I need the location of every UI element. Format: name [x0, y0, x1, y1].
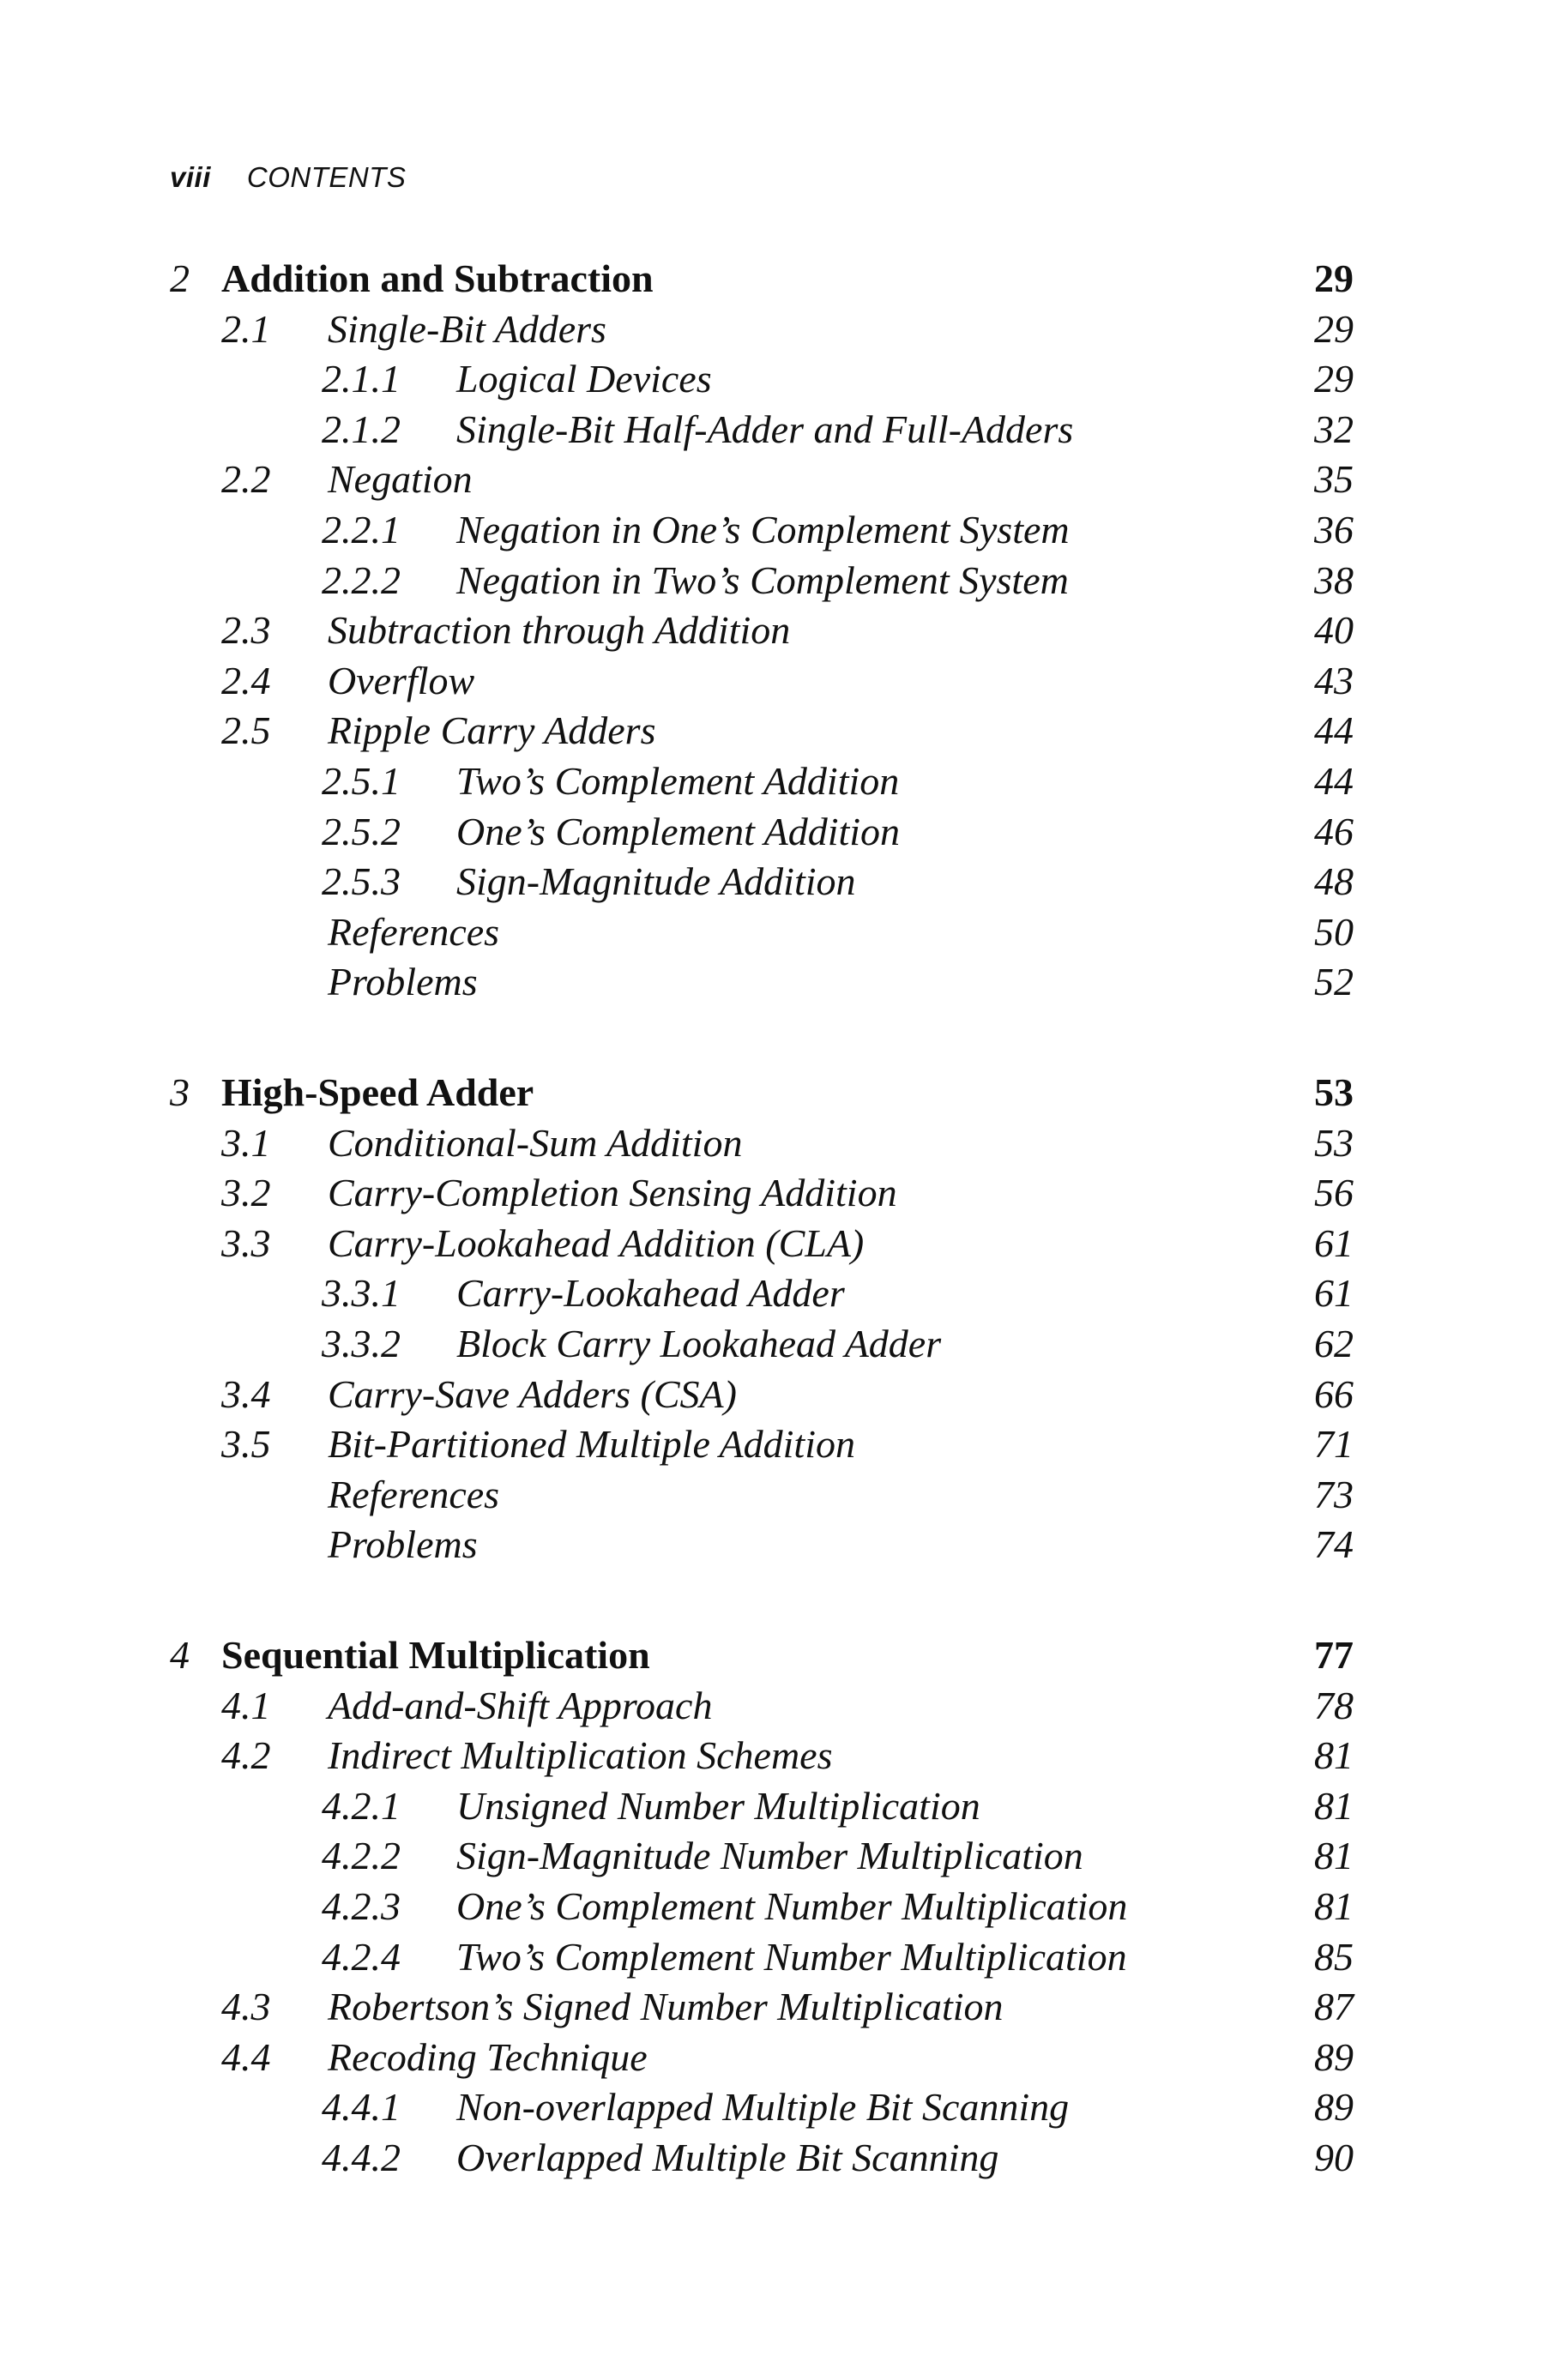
- toc-entry-title: One’s Complement Number Multiplication: [456, 1884, 1128, 1928]
- toc-entry: [0, 1882, 1544, 1931]
- toc-entry-title: Unsigned Number Multiplication: [456, 1784, 980, 1828]
- toc-entry: [0, 1470, 1544, 1520]
- toc-entry-number: 2.2: [221, 457, 271, 501]
- toc-entry: [0, 1219, 1544, 1268]
- toc-entry-number: 4.2.2: [322, 1834, 401, 1877]
- toc-entry-page: 90: [1314, 2136, 1354, 2179]
- toc-entry-number: 4.4.1: [322, 2085, 401, 2129]
- toc-entry-page: 89: [1314, 2035, 1354, 2079]
- toc-entry-page: 74: [1314, 1522, 1354, 1566]
- toc-entry-number: 4.4.2: [322, 2136, 401, 2179]
- toc-entry-page: 81: [1314, 1884, 1354, 1928]
- toc-entry: [0, 606, 1544, 655]
- toc-entry: [0, 957, 1544, 1007]
- toc-entry-page: 29: [1314, 256, 1354, 300]
- toc-entry-title: Bit-Partitioned Multiple Addition: [328, 1422, 855, 1466]
- toc-entry-title: Subtraction through Addition: [328, 608, 791, 652]
- toc-entry-number: 3: [170, 1070, 190, 1114]
- toc-entry: [0, 1831, 1544, 1881]
- toc-entry-title: Carry-Lookahead Adder: [456, 1271, 845, 1315]
- toc-entry: [0, 706, 1544, 756]
- toc-entry: [0, 2082, 1544, 2132]
- toc-entry: [0, 756, 1544, 806]
- toc-entry-title: Conditional-Sum Addition: [328, 1121, 743, 1165]
- toc-entry: [0, 1370, 1544, 1419]
- toc-entry-page: 62: [1314, 1322, 1354, 1365]
- toc-entry-page: 77: [1314, 1633, 1354, 1677]
- toc-entry-title: Sign-Magnitude Addition: [456, 859, 856, 903]
- toc-entry-number: 2.5.1: [322, 759, 401, 803]
- toc-entry: [0, 1168, 1544, 1218]
- toc-entry-number: 4.2: [221, 1733, 271, 1777]
- toc-entry-title: References: [328, 1473, 500, 1516]
- toc-entry: [0, 354, 1544, 404]
- toc-entry-title: One’s Complement Addition: [456, 810, 901, 853]
- toc-entry-number: 2.5: [221, 708, 271, 752]
- toc-entry-page: 43: [1314, 659, 1354, 702]
- toc-entry: [0, 807, 1544, 857]
- toc-entry-title: Add-and-Shift Approach: [328, 1684, 713, 1727]
- toc-entry-title: Overflow: [328, 659, 475, 702]
- toc-chapter-entry: [0, 1068, 1544, 1118]
- toc-entry: [0, 556, 1544, 606]
- toc-entry: [0, 1681, 1544, 1731]
- toc-entry-page: 53: [1314, 1070, 1354, 1114]
- toc-entry-page: 89: [1314, 2085, 1354, 2129]
- toc-entry: [0, 455, 1544, 504]
- toc-entry-page: 44: [1314, 708, 1354, 752]
- toc-entry-title: Robertson’s Signed Number Multiplication: [328, 1985, 1004, 2028]
- toc-entry-page: 44: [1314, 759, 1354, 803]
- toc-entry-number: 4.2.1: [322, 1784, 401, 1828]
- toc-entry-page: 81: [1314, 1733, 1354, 1777]
- toc-entry-title: Ripple Carry Adders: [328, 708, 656, 752]
- toc-entry-number: 2.1: [221, 307, 271, 351]
- header-page-number: viii: [170, 161, 211, 193]
- toc-entry: [0, 1319, 1544, 1369]
- toc-entry-title: Carry-Lookahead Addition (CLA): [328, 1221, 865, 1265]
- toc-entry-page: 46: [1314, 810, 1354, 853]
- toc-entry-title: Carry-Completion Sensing Addition: [328, 1171, 897, 1214]
- toc-entry-page: 52: [1314, 960, 1354, 1003]
- toc-entry-page: 35: [1314, 457, 1354, 501]
- toc-entry-title: Non-overlapped Multiple Bit Scanning: [456, 2085, 1070, 2129]
- toc-entry-page: 61: [1314, 1271, 1354, 1315]
- toc-entry-title: Indirect Multiplication Schemes: [328, 1733, 833, 1777]
- toc-entry-number: 2.5.2: [322, 810, 401, 853]
- header-running-title: CONTENTS: [246, 161, 407, 193]
- toc-entry-number: 2.1.2: [322, 407, 401, 451]
- toc-entry: [0, 1982, 1544, 2032]
- toc-entry-title: Recoding Technique: [328, 2035, 648, 2079]
- toc-entry-title: Problems: [328, 1522, 478, 1566]
- toc-entry: [0, 1268, 1544, 1318]
- toc-entry-number: 2.4: [221, 659, 271, 702]
- toc-entry-title: Block Carry Lookahead Adder: [456, 1322, 942, 1365]
- toc-entry-title: Negation in One’s Complement System: [456, 508, 1070, 551]
- toc-entry-page: 29: [1314, 357, 1354, 401]
- toc-entry-page: 48: [1314, 859, 1354, 903]
- toc-entry-title: Single-Bit Adders: [328, 307, 606, 351]
- toc-entry: [0, 907, 1544, 957]
- toc-entry-title: Single-Bit Half-Adder and Full-Adders: [456, 407, 1074, 451]
- toc-entry-number: 4.2.3: [322, 1884, 401, 1928]
- toc-entry-number: 3.5: [221, 1422, 271, 1466]
- toc-entry-number: 4.4: [221, 2035, 271, 2079]
- toc-entry-number: 3.3: [221, 1221, 271, 1265]
- toc-entry-number: 4: [170, 1633, 190, 1677]
- toc-entry: [0, 1781, 1544, 1831]
- toc-entry-title: Negation in Two’s Complement System: [456, 558, 1069, 602]
- toc-entry-number: 3.2: [221, 1171, 271, 1214]
- toc-entry-number: 2: [170, 256, 190, 300]
- toc-entry-number: 4.3: [221, 1985, 271, 2028]
- toc-entry: [0, 857, 1544, 907]
- toc-entry-title: Two’s Complement Addition: [456, 759, 900, 803]
- toc-entry-number: 3.3.1: [322, 1271, 401, 1315]
- toc-entry-title: Addition and Subtraction: [221, 256, 654, 300]
- toc-entry-title: Two’s Complement Number Multiplication: [456, 1935, 1127, 1979]
- toc-entry: [0, 1419, 1544, 1469]
- toc-entry-page: 85: [1314, 1935, 1354, 1979]
- toc-entry-number: 2.2.2: [322, 558, 401, 602]
- toc-entry-title: Carry-Save Adders (CSA): [328, 1372, 737, 1416]
- toc-entry-title: Overlapped Multiple Bit Scanning: [456, 2136, 999, 2179]
- toc-entry-number: 2.1.1: [322, 357, 401, 401]
- toc-entry-title: Sequential Multiplication: [221, 1633, 650, 1677]
- toc-entry-number: 3.4: [221, 1372, 271, 1416]
- toc-entry-title: Problems: [328, 960, 478, 1003]
- toc-entry-title: Negation: [328, 457, 473, 501]
- toc-entry: [0, 1520, 1544, 1570]
- toc-chapter-entry: [0, 1630, 1544, 1680]
- toc-entry: [0, 656, 1544, 706]
- toc-entry-page: 32: [1314, 407, 1354, 451]
- toc-entry-number: 4.2.4: [322, 1935, 401, 1979]
- toc-entry-page: 53: [1314, 1121, 1354, 1165]
- toc-entry: [0, 2033, 1544, 2082]
- toc-entry-page: 29: [1314, 307, 1354, 351]
- toc-entry-page: 56: [1314, 1171, 1354, 1214]
- toc-entry-page: 38: [1314, 558, 1354, 602]
- toc-entry: [0, 405, 1544, 455]
- toc-entry-page: 40: [1314, 608, 1354, 652]
- toc-entry-page: 61: [1314, 1221, 1354, 1265]
- toc-entry: [0, 1932, 1544, 1982]
- toc-entry: [0, 505, 1544, 555]
- toc-entry-title: Sign-Magnitude Number Multiplication: [456, 1834, 1083, 1877]
- toc-entry-number: 3.1: [221, 1121, 271, 1165]
- toc-entry-page: 87: [1314, 1985, 1354, 2028]
- toc-entry: [0, 1118, 1544, 1168]
- toc-entry-number: 3.3.2: [322, 1322, 401, 1365]
- toc-entry-page: 81: [1314, 1784, 1354, 1828]
- toc-entry-page: 71: [1314, 1422, 1354, 1466]
- toc-entry-number: 4.1: [221, 1684, 271, 1727]
- toc-entry: [0, 1731, 1544, 1780]
- toc-entry: [0, 304, 1544, 354]
- toc-entry-page: 73: [1314, 1473, 1354, 1516]
- toc-entry-page: 81: [1314, 1834, 1354, 1877]
- toc-entry-page: 66: [1314, 1372, 1354, 1416]
- toc-entry-page: 50: [1314, 910, 1354, 954]
- toc-entry-title: Logical Devices: [456, 357, 712, 401]
- toc-chapter-entry: [0, 254, 1544, 304]
- toc-entry-title: High-Speed Adder: [221, 1070, 534, 1114]
- toc-entry-page: 78: [1314, 1684, 1354, 1727]
- toc-entry-number: 2.2.1: [322, 508, 401, 551]
- toc-entry-title: References: [328, 910, 500, 954]
- toc-entry-number: 2.5.3: [322, 859, 401, 903]
- toc-entry-page: 36: [1314, 508, 1354, 551]
- toc-entry-number: 2.3: [221, 608, 271, 652]
- toc-entry: [0, 2133, 1544, 2183]
